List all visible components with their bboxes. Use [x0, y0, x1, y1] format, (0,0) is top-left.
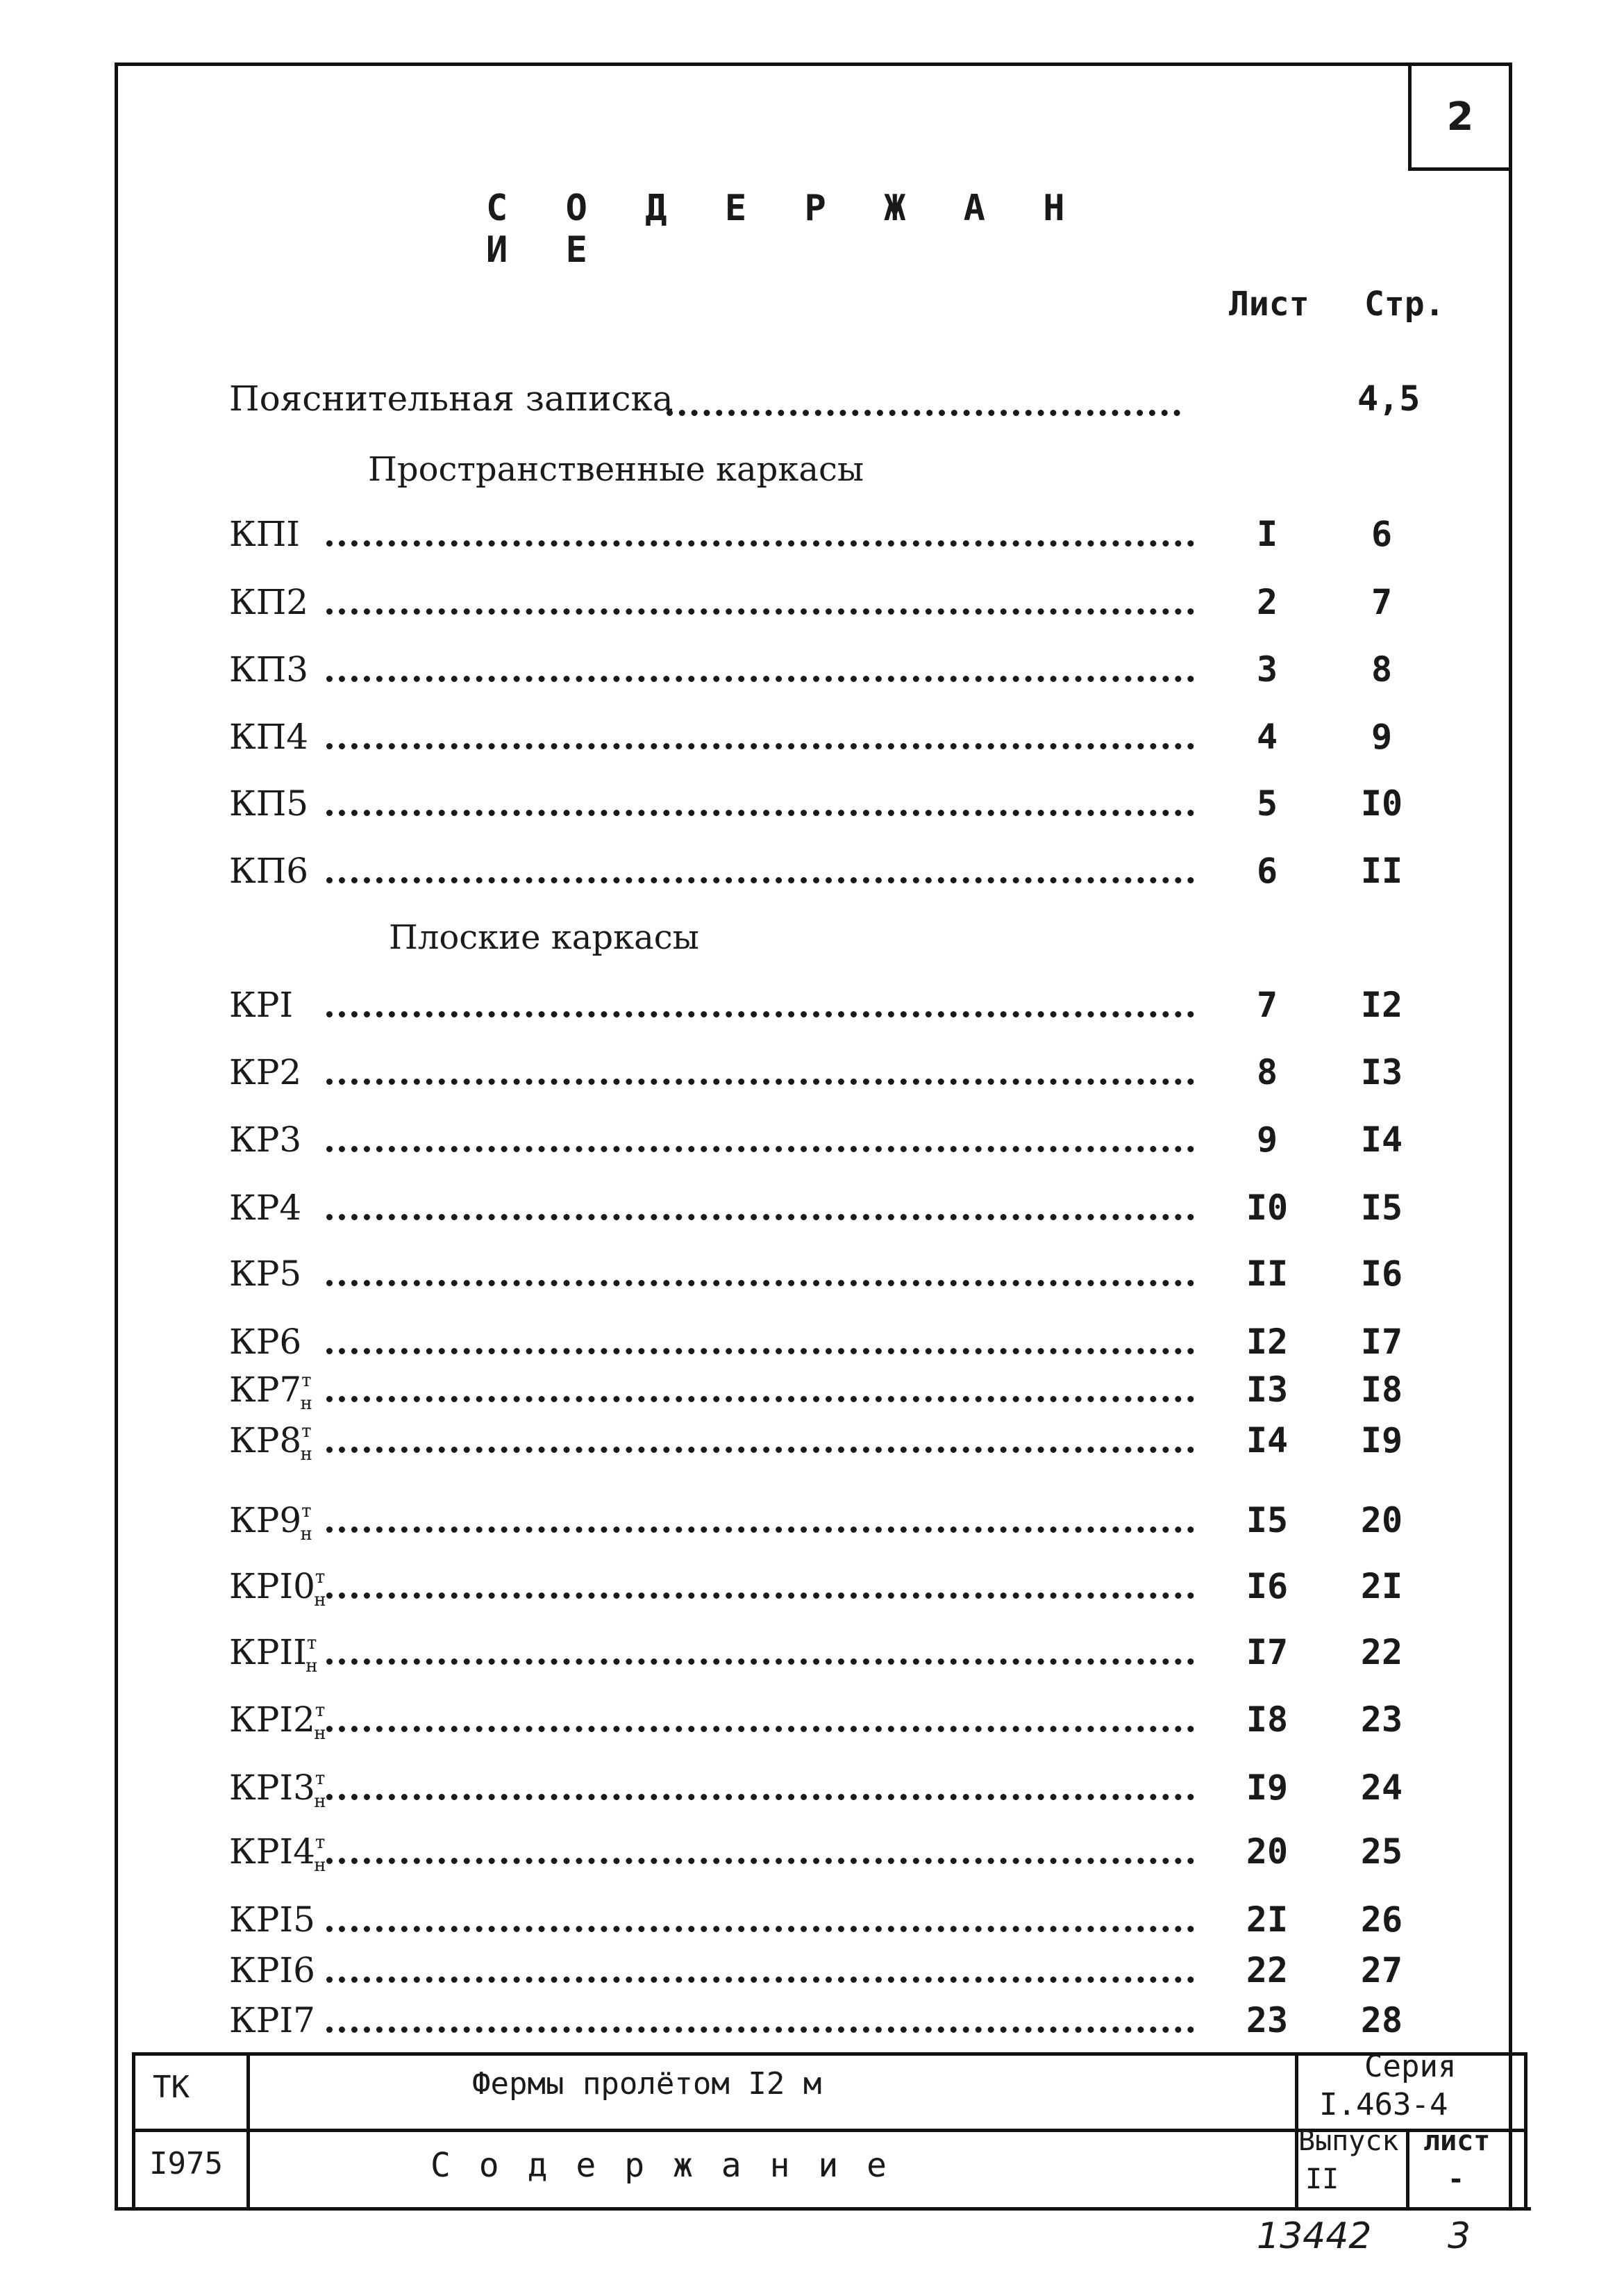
- row-label: [229, 1950, 315, 1990]
- row-label: [229, 582, 308, 622]
- row-code: КП4: [229, 717, 309, 757]
- handwritten-number: 3: [1448, 2215, 1471, 2257]
- tb-rule-bottom: [115, 2207, 1531, 2211]
- contents-row: [0, 514, 1624, 556]
- contents-row: [0, 1500, 1624, 1545]
- tb-rule-top: [132, 2052, 1527, 2056]
- tb-project: Фермы пролётом I2 м: [472, 2066, 822, 2102]
- contents-row: [0, 1370, 1624, 1414]
- contents-row: [0, 1566, 1624, 1611]
- dot-leader: [326, 1348, 1194, 1354]
- row-label: [229, 717, 308, 757]
- row-sub: н: [314, 1791, 326, 1812]
- row-page: I2: [1360, 985, 1403, 1025]
- dot-leader: [326, 1794, 1194, 1800]
- contents-row: [0, 1188, 1624, 1229]
- dot-leader: [326, 1011, 1194, 1017]
- row-sheet: 5: [1256, 783, 1278, 824]
- tb-year: I975: [149, 2146, 223, 2181]
- dot-leader: [326, 1526, 1194, 1533]
- row-page: I9: [1360, 1420, 1403, 1461]
- row-page: 20: [1360, 1500, 1403, 1540]
- row-code: КРI7: [229, 2000, 315, 2040]
- dot-leader: [326, 1926, 1194, 1932]
- row-page: I8: [1360, 1370, 1403, 1410]
- contents-row: [0, 1950, 1624, 1992]
- dot-leader: [326, 540, 1194, 547]
- dot-leader: [326, 1447, 1194, 1453]
- contents-row: [0, 1899, 1624, 1941]
- sheet-number-box: [1408, 63, 1512, 171]
- row-page: 23: [1360, 1699, 1403, 1740]
- row-label: [229, 1052, 301, 1092]
- row-code: КРI4: [229, 1831, 315, 1872]
- row-sub: н: [300, 1524, 312, 1545]
- dot-leader: [326, 1079, 1194, 1085]
- dot-leader: [326, 1280, 1194, 1286]
- row-page: 8: [1371, 649, 1393, 690]
- row-label: [229, 851, 308, 891]
- contents-row: [0, 1322, 1624, 1363]
- column-header-sheet: Лист: [1229, 285, 1309, 324]
- row-page: 9: [1371, 717, 1393, 757]
- intro-label: Пояснительная записка: [229, 378, 673, 419]
- row-code: КР6: [229, 1322, 302, 1362]
- row-sub: н: [314, 1855, 326, 1876]
- row-code: КР9: [229, 1500, 302, 1540]
- dot-leader: [326, 1726, 1194, 1732]
- contents-row: [0, 985, 1624, 1026]
- row-sheet: I5: [1246, 1500, 1289, 1540]
- row-sheet: 20: [1246, 1831, 1289, 1872]
- row-label: [229, 1120, 301, 1160]
- row-sheet: I7: [1246, 1632, 1289, 1672]
- contents-row: [0, 1420, 1624, 1465]
- row-page: 22: [1360, 1632, 1403, 1672]
- dot-leader: [326, 1592, 1194, 1599]
- row-sheet: I9: [1246, 1767, 1289, 1808]
- row-label: [229, 783, 308, 824]
- row-sheet: I0: [1246, 1188, 1289, 1228]
- dot-leader: [326, 1214, 1194, 1220]
- row-sheet: 2I: [1246, 1899, 1289, 1940]
- contents-row: [0, 1052, 1624, 1094]
- contents-row: [0, 783, 1624, 825]
- tb-doc-title: С о д е р ж а н и е: [430, 2146, 891, 2185]
- row-sub: н: [314, 1590, 326, 1611]
- row-sup: т: [301, 1370, 312, 1392]
- row-sheet: 7: [1256, 985, 1278, 1025]
- dot-leader: [326, 743, 1194, 749]
- row-code: КРI0: [229, 1566, 315, 1606]
- row-page: I7: [1360, 1322, 1403, 1362]
- tb-issue-label: Выпуск: [1298, 2125, 1399, 2157]
- dot-leader: [326, 1146, 1194, 1152]
- row-page: 28: [1360, 2000, 1403, 2040]
- contents-row: [0, 649, 1624, 691]
- row-code: КП5: [229, 783, 309, 824]
- page-title: С О Д Е Р Ж А Н И Е: [486, 188, 1083, 271]
- row-label: [229, 985, 293, 1025]
- row-code: КПI: [229, 514, 301, 554]
- row-label: [229, 1188, 301, 1228]
- tb-sheet-value: -: [1448, 2163, 1465, 2195]
- row-sheet: 23: [1246, 2000, 1289, 2040]
- contents-row: [0, 1120, 1624, 1161]
- row-code: КРI2: [229, 1699, 315, 1740]
- contents-row: [0, 1831, 1624, 1876]
- row-sub: н: [314, 1723, 326, 1744]
- row-sup: т: [306, 1633, 317, 1654]
- tb-series-value: I.463-4: [1319, 2087, 1448, 2122]
- contents-row: [0, 1699, 1624, 1744]
- row-page: I3: [1360, 1052, 1403, 1092]
- row-label: [229, 514, 300, 554]
- section-heading-spatial: Пространственные каркасы: [368, 450, 864, 489]
- row-label: [229, 1632, 329, 1677]
- row-sheet: 22: [1246, 1950, 1289, 1990]
- contents-row: [0, 717, 1624, 758]
- row-page: 25: [1360, 1831, 1403, 1872]
- row-sheet: I8: [1246, 1699, 1289, 1740]
- row-sheet: I2: [1246, 1322, 1289, 1362]
- row-code: КР7: [229, 1370, 302, 1410]
- row-page: I0: [1360, 783, 1403, 824]
- row-sub: н: [305, 1656, 318, 1677]
- row-sheet: 6: [1256, 851, 1278, 891]
- tb-sheet-label: лист: [1423, 2125, 1491, 2157]
- row-sheet: 2: [1256, 582, 1278, 622]
- row-label: [229, 1500, 324, 1545]
- contents-row: [0, 1254, 1624, 1295]
- tb-issue-value: II: [1305, 2163, 1339, 2195]
- row-label: [229, 649, 308, 690]
- row-page: 7: [1371, 582, 1393, 622]
- sheet-number: 2: [1446, 94, 1474, 140]
- row-sup: т: [315, 1768, 326, 1790]
- row-page: 24: [1360, 1767, 1403, 1808]
- tb-rule-right: [1524, 2052, 1527, 2208]
- row-code: КП6: [229, 851, 309, 891]
- row-label: [229, 1767, 337, 1812]
- dot-leader: [326, 1658, 1194, 1665]
- dot-leader: [326, 1396, 1194, 1402]
- row-sup: т: [315, 1700, 326, 1722]
- row-label: [229, 1699, 337, 1744]
- row-sheet: 4: [1256, 717, 1278, 757]
- dot-leader: [326, 2027, 1194, 2033]
- row-page: 26: [1360, 1899, 1403, 1940]
- row-code: КР4: [229, 1188, 302, 1228]
- intro-dot-leader: [667, 410, 1180, 416]
- row-sup: т: [301, 1421, 312, 1442]
- row-code: КП2: [229, 582, 309, 622]
- row-code: КРII: [229, 1632, 307, 1672]
- row-code: КП3: [229, 649, 309, 690]
- section-heading-flat: Плоские каркасы: [389, 918, 699, 957]
- row-sub: н: [300, 1393, 312, 1414]
- row-sheet: I4: [1246, 1420, 1289, 1461]
- row-page: I5: [1360, 1188, 1403, 1228]
- tb-org: ТК: [153, 2070, 190, 2105]
- row-page: II: [1360, 851, 1403, 891]
- row-sheet: 9: [1256, 1120, 1278, 1160]
- tb-series-label: Серия: [1364, 2049, 1457, 2084]
- row-label: [229, 1370, 324, 1414]
- contents-row: [0, 1632, 1624, 1677]
- row-code: КРI5: [229, 1899, 315, 1940]
- row-page: I4: [1360, 1120, 1403, 1160]
- row-code: КР3: [229, 1120, 302, 1160]
- row-label: [229, 1254, 301, 1294]
- row-label: [229, 2000, 315, 2040]
- row-sheet: 3: [1256, 649, 1278, 690]
- row-code: КРI: [229, 985, 294, 1025]
- row-sheet: 8: [1256, 1052, 1278, 1092]
- row-page: 2I: [1360, 1566, 1403, 1606]
- row-page: 6: [1371, 514, 1393, 554]
- row-page: I6: [1360, 1254, 1403, 1294]
- row-sub: н: [300, 1444, 312, 1465]
- contents-row: [0, 851, 1624, 892]
- row-sheet: II: [1246, 1254, 1289, 1294]
- intro-page: 4,5: [1357, 378, 1421, 419]
- handwritten-code: 13442: [1257, 2215, 1372, 2257]
- dot-leader: [326, 608, 1194, 615]
- row-label: [229, 1420, 324, 1465]
- contents-row: [0, 2000, 1624, 2042]
- row-code: КРI3: [229, 1767, 315, 1808]
- column-header-page: Стр.: [1364, 285, 1445, 324]
- row-code: КРI6: [229, 1950, 315, 1990]
- row-label: [229, 1322, 301, 1362]
- row-sup: т: [315, 1832, 326, 1854]
- row-sheet: I6: [1246, 1566, 1289, 1606]
- dot-leader: [326, 1977, 1194, 1983]
- row-label: [229, 1899, 315, 1940]
- dot-leader: [326, 1858, 1194, 1864]
- row-page: 27: [1360, 1950, 1403, 1990]
- tb-rule-col3: [1406, 2129, 1409, 2208]
- row-sup: т: [301, 1501, 312, 1522]
- contents-row: [0, 1767, 1624, 1812]
- dot-leader: [326, 676, 1194, 682]
- tb-rule-left: [132, 2052, 135, 2208]
- row-label: [229, 1831, 337, 1876]
- row-code: КР8: [229, 1420, 302, 1461]
- dot-leader: [326, 810, 1194, 816]
- dot-leader: [326, 877, 1194, 883]
- row-code: КР2: [229, 1052, 302, 1092]
- row-sheet: I3: [1246, 1370, 1289, 1410]
- row-label: [229, 1566, 337, 1611]
- row-sup: т: [315, 1567, 326, 1588]
- tb-rule-col1: [246, 2052, 250, 2208]
- row-sheet: I: [1256, 514, 1278, 554]
- contents-row: [0, 582, 1624, 624]
- row-code: КР5: [229, 1254, 302, 1294]
